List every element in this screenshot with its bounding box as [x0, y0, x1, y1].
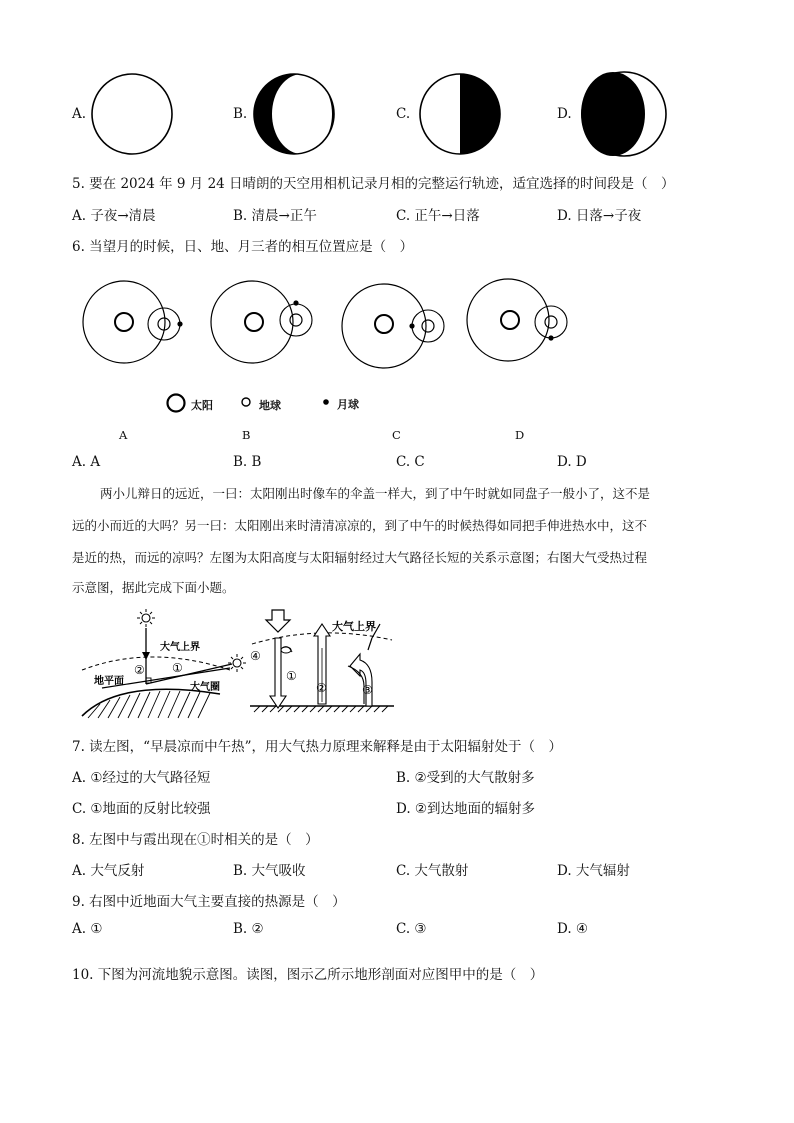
left-fig-horizon-label: 地平面 — [94, 676, 124, 687]
diagram-label-c: C — [392, 428, 401, 442]
q7-stem: 7. 读左图，“早晨凉而中午热”，用大气热力原理来解释是由于太阳辐射处于（ ） — [72, 739, 562, 755]
atmospheric-heating-figure — [248, 608, 398, 720]
moon-phase-b — [252, 72, 336, 156]
q7-option-b[interactable]: B. ②受到的大气散射多 — [396, 770, 535, 786]
q9-option-a[interactable]: A. ① — [72, 921, 103, 937]
q8-option-b[interactable]: B. 大气吸收 — [233, 863, 306, 879]
right-fig-marker-4: ④ — [250, 649, 261, 663]
moon-phase-d — [580, 70, 668, 158]
right-fig-marker-3: ③ — [362, 683, 373, 697]
moon-option-a-label: A. — [72, 106, 87, 122]
left-fig-marker-2: ② — [134, 663, 145, 677]
q5-option-a[interactable]: A. 子夜→清晨 — [72, 208, 156, 224]
q8-stem: 8. 左图中与霞出现在①时相关的是（ ） — [72, 832, 319, 848]
q6-option-d[interactable]: D. D — [557, 454, 587, 470]
diagram-label-d: D — [515, 428, 525, 442]
diagram-label-a: A — [119, 428, 128, 442]
moon-option-c-label: C. — [396, 106, 411, 122]
passage-line-1: 两小儿辩日的远近，一曰：太阳刚出时像车的伞盖一样大，到了中午时就如同盘子一般小了，这不是 — [100, 486, 651, 501]
passage-line-3: 是近的热，而远的凉吗？左图为太阳高度与太阳辐射经过大气路径长短的关系示意图；右图大气受热过程 — [72, 550, 648, 565]
q8-option-a[interactable]: A. 大气反射 — [72, 863, 145, 879]
legend-moon-label: 月球 — [337, 398, 359, 411]
q7-option-d[interactable]: D. ②到达地面的辐射多 — [396, 801, 536, 817]
moon-option-d-label: D. — [557, 106, 572, 122]
moon-legend-icon — [321, 397, 331, 407]
left-fig-upper-atmos-label: 大气上界 — [160, 642, 200, 653]
q6-option-a[interactable]: A. A — [72, 454, 101, 470]
left-fig-marker-1: ① — [172, 661, 183, 675]
passage-line-2: 远的小而近的大吗？另一曰：太阳刚出来时清清凉凉的，到了中午的时候热得如同把手伸进热水中，这不 — [72, 518, 648, 533]
q6-option-c[interactable]: C. C — [396, 454, 425, 470]
q5-option-d[interactable]: D. 日落→子夜 — [557, 208, 642, 224]
q8-option-c[interactable]: C. 大气散射 — [396, 863, 469, 879]
sun-earth-moon-diagram-d — [465, 278, 575, 368]
q5-option-c[interactable]: C. 正午→日落 — [396, 208, 480, 224]
q8-option-d[interactable]: D. 大气辐射 — [557, 863, 630, 879]
legend-sun-label: 太阳 — [191, 399, 213, 412]
legend-earth-label: 地球 — [259, 399, 281, 412]
q7-option-c[interactable]: C. ①地面的反射比较强 — [72, 801, 211, 817]
right-fig-marker-2: ② — [316, 681, 327, 695]
q9-option-b[interactable]: B. ② — [233, 921, 264, 937]
q9-option-d[interactable]: D. ④ — [557, 921, 589, 937]
q6-option-b[interactable]: B. B — [233, 454, 262, 470]
q5-option-b[interactable]: B. 清晨→正午 — [233, 208, 317, 224]
q6-stem: 6. 当望月的时候，日、地、月三者的相互位置应是（ ） — [72, 239, 414, 255]
sun-earth-moon-diagram-a — [82, 278, 192, 368]
sun-legend-icon — [166, 393, 186, 413]
diagram-label-b: B — [242, 428, 251, 442]
sun-earth-moon-diagram-b — [210, 278, 320, 368]
q9-stem: 9. 右图中近地面大气主要直接的热源是（ ） — [72, 894, 346, 910]
sun-earth-moon-diagram-c — [340, 282, 450, 372]
earth-legend-icon — [240, 396, 252, 408]
q7-option-a[interactable]: A. ①经过的大气路径短 — [72, 770, 211, 786]
q9-option-c[interactable]: C. ③ — [396, 921, 427, 937]
q10-stem: 10. 下图为河流地貌示意图。读图，图示乙所示地形剖面对应图甲中的是（ ） — [72, 967, 544, 983]
passage-line-4: 示意图，据此完成下面小题。 — [72, 580, 235, 595]
q5-stem: 5. 要在 2024 年 9 月 24 日晴朗的天空用相机记录月相的完整运行轨迹，适宜选择的时间段是（ ） — [72, 176, 675, 192]
left-fig-atmosphere-label: 大气圈 — [190, 682, 220, 693]
right-fig-marker-1: ① — [286, 669, 297, 683]
moon-phase-c — [418, 72, 502, 156]
solar-altitude-figure — [80, 608, 260, 720]
right-fig-upper-atmos-label: 大气上界 — [332, 620, 376, 633]
moon-option-b-label: B. — [233, 106, 248, 122]
moon-phase-a — [90, 72, 174, 156]
